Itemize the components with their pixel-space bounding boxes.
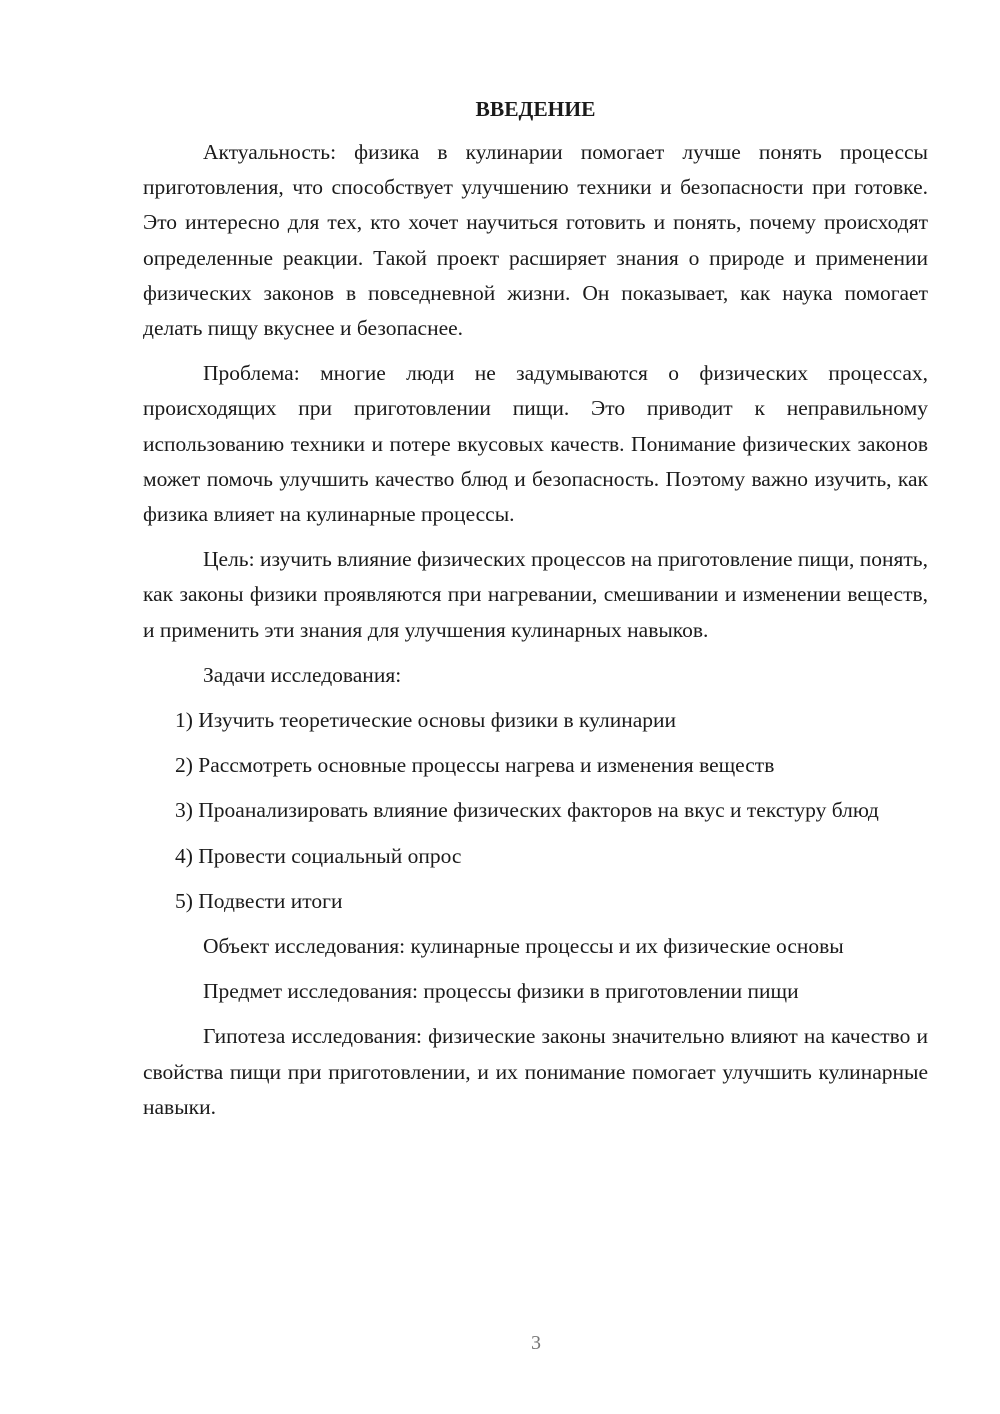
- paragraph-goal: Цель: изучить влияние физических процессов на приготовление пищи, понять, как законы физики проявляются при нагревании, смешивании и изменении веществ, и применить эти знания для улучшения кулинарных навыков.: [143, 547, 928, 642]
- task-item-4: 4) Провести социальный опрос: [175, 843, 462, 868]
- section-title: ВВЕДЕНИЕ: [475, 97, 596, 121]
- paragraph-problem: Проблема: многие люди не задумываются о физических процессах, происходящих при приготовлении пищи. Это приводит к неправильному использованию техники и потере вкусовых качеств. Понимание физических законов может помочь улучшить качество блюд и безопасность. Поэтому важно изучить, как физика влияет на кулинарные процессы.: [143, 361, 928, 527]
- task-item-1: 1) Изучить теоретические основы физики в кулинарии: [175, 708, 677, 733]
- paragraph-relevance: Актуальность: физика в кулинарии помогает лучше понять процессы приготовления, что способствует улучшению техники и безопасности при готовке. Это интересно для тех, кто хочет научиться готовить и понять, почему происходят определенные реакции. Такой проект расширяет знания о природе и применении физических законов в повседневной жизни. Он показывает, как наука помогает делать пищу вкуснее и безопаснее.: [143, 140, 928, 341]
- task-item-3: 3) Проанализировать влияние физических факторов на вкус и текстуру блюд: [175, 798, 879, 823]
- document-page: [143, 95, 928, 1135]
- paragraph-subject: Предмет исследования: процессы физики в приготовлении пищи: [203, 979, 799, 1004]
- tasks-heading: Задачи исследования:: [203, 662, 402, 687]
- task-item-5: 5) Подвести итоги: [175, 888, 343, 913]
- paragraph-object: Объект исследования: кулинарные процессы и их физические основы: [203, 934, 844, 959]
- task-item-2: 2) Рассмотреть основные процессы нагрева и изменения веществ: [175, 753, 775, 778]
- page-number: 3: [531, 1332, 541, 1354]
- paragraph-hypothesis: Гипотеза исследования: физические законы значительно влияют на качество и свойства пищи при приготовлении, и их понимание помогает улучшить кулинарные навыки.: [143, 1024, 928, 1119]
